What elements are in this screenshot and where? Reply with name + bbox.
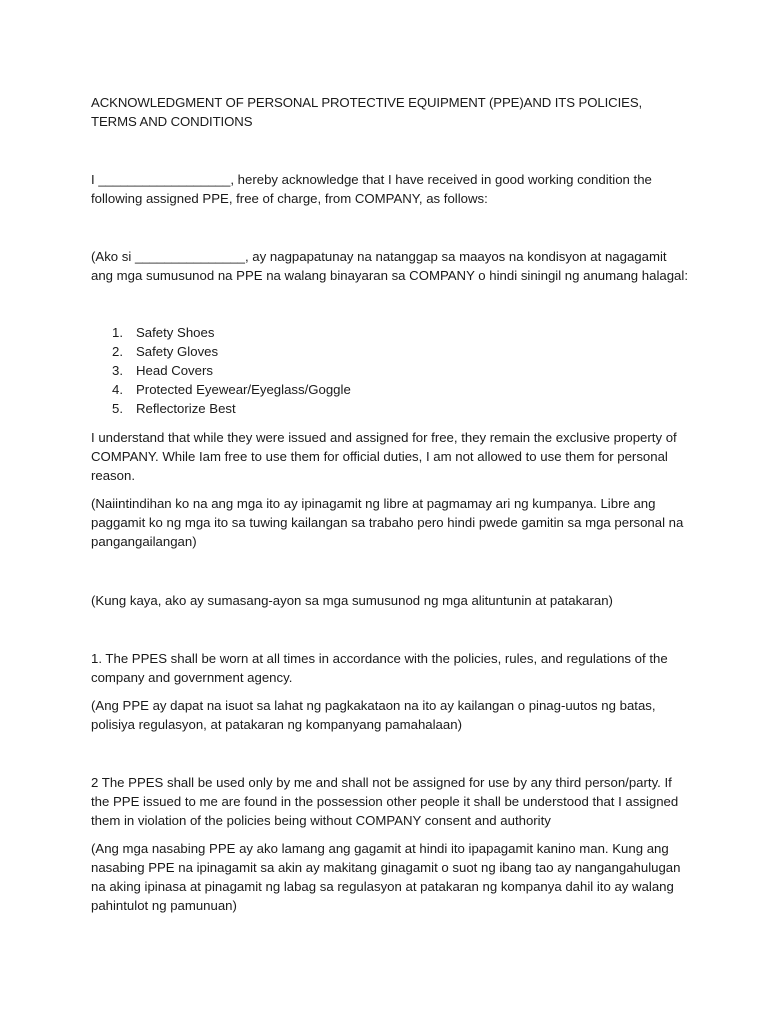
list-item-number: 5.	[112, 401, 123, 416]
agreement-tagalog: (Kung kaya, ako ay sumasang-ayon sa mga sumusunod ng mga alituntunin at patakaran)	[91, 593, 613, 608]
rule-2-english: 2 The PPES shall be used only by me and shall not be assigned for use by any third person/party. If the PPE issued to me are found in the possession other people it shall be understood that I assigned them in violation of the policies being without COMPANY consent and authority	[91, 775, 679, 828]
list-item	[112, 399, 351, 418]
list-item-label: Safety Shoes	[136, 325, 215, 340]
list-item-label: Head Covers	[136, 363, 213, 378]
understanding-english: I understand that while they were issued and assigned for free, they remain the exclusive property of COMPANY. While Iam free to use them for official duties, I am not allowed to use them for personal reason.	[91, 430, 677, 483]
list-item-label: Protected Eyewear/Eyeglass/Goggle	[136, 382, 351, 397]
document-title: ACKNOWLEDGMENT OF PERSONAL PROTECTIVE EQUIPMENT (PPE)AND ITS POLICIES, TERMS AND CONDITIONS	[91, 95, 643, 129]
acknowledgment-tagalog: (Ako si _______________, ay nagpapatunay na natanggap sa maayos na kondisyon at nagagamit ang mga sumusunod na PPE na walang binayaran sa COMPANY o hindi siningil ng anumang halagal:	[91, 249, 688, 283]
list-item-number: 1.	[112, 325, 123, 340]
list-item	[112, 380, 351, 399]
list-item-number: 4.	[112, 382, 123, 397]
list-item-number: 3.	[112, 363, 123, 378]
list-item	[112, 323, 351, 342]
rule-1-english: 1. The PPES shall be worn at all times in accordance with the policies, rules, and regulations of the company and government agency.	[91, 651, 668, 685]
list-item	[112, 342, 351, 361]
list-item	[112, 361, 351, 380]
rule-1-tagalog: (Ang PPE ay dapat na isuot sa lahat ng pagkakataon na ito ay kailangan o pinag-uutos ng batas, polisiya regulasyon, at patakaran ng kompanyang pamahalaan)	[91, 698, 656, 732]
list-item-label: Reflectorize Best	[136, 401, 236, 416]
acknowledgment-english: I __________________, hereby acknowledge that I have received in good working condition the following assigned PPE, free of charge, from COMPANY, as follows:	[91, 172, 652, 206]
list-item-label: Safety Gloves	[136, 344, 219, 359]
rule-2-tagalog: (Ang mga nasabing PPE ay ako lamang ang gagamit at hindi ito ipapagamit kanino man. Kung ang nasabing PPE na ipinagamit sa akin ay makitang ginagamit o suot ng ibang tao ay nangangahulugan na aking ipinasa at pinagamit ng labag sa regulasyon at patakaran ng kompanya dahil ito ay walang pahintulot ng pamunuan)	[91, 841, 681, 913]
list-item-number: 2.	[112, 344, 123, 359]
understanding-tagalog: (Naiintindihan ko na ang mga ito ay ipinagamit ng libre at pagmamay ari ng kumpanya. Libre ang paggamit ko ng mga ito sa tuwing kailangan sa trabaho pero hindi pwede gamitin sa mga personal na pangangailangan)	[91, 496, 684, 549]
ppe-list	[112, 323, 351, 418]
